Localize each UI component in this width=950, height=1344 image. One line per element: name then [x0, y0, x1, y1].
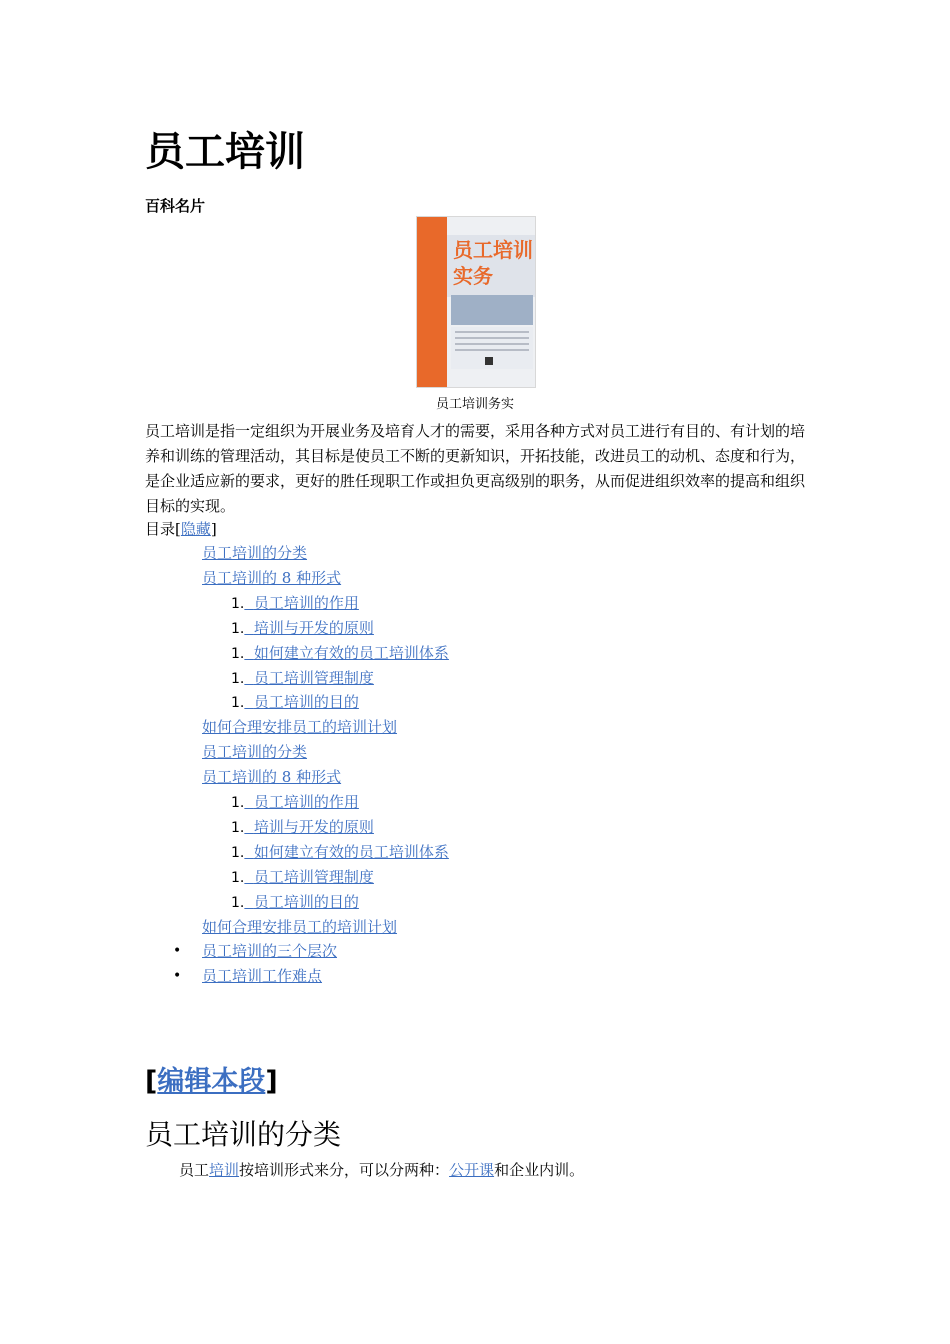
toc-link[interactable]: 员工培训的作用	[253, 793, 359, 811]
toc-link[interactable]: 员工培训的分类	[202, 544, 308, 562]
toc-item-number: 1.	[231, 819, 245, 836]
toc-item	[231, 841, 449, 864]
toc-item	[202, 716, 397, 738]
toc-item	[231, 592, 359, 615]
toc-link[interactable]: 员工培训管理制度	[253, 668, 374, 687]
toc-link[interactable]: 如何建立有效的员工培训体系	[253, 643, 449, 662]
toc-link[interactable]: 员工培训的分类	[202, 743, 308, 762]
cover-title-line1: 员工培训	[453, 238, 533, 262]
section-heading: 员工培训的分类	[145, 1118, 342, 1151]
toc-item	[231, 667, 374, 690]
toc-link-spacer[interactable]	[244, 868, 254, 886]
edit-bracket-open: [	[145, 1066, 158, 1097]
body-text-1: 员工	[179, 1161, 210, 1179]
toc-link[interactable]: 员工培训工作难点	[202, 967, 323, 986]
cover-text-lines	[455, 331, 529, 333]
toc-link[interactable]: 培训与开发的原则	[253, 618, 374, 637]
toc-link-spacer[interactable]	[244, 693, 254, 711]
toc-item-number: 1.	[231, 620, 245, 637]
page-title: 员工培训	[145, 129, 305, 175]
book-cover-image	[416, 216, 536, 388]
toc-item	[231, 617, 374, 640]
edit-section	[145, 1064, 278, 1100]
toc-link[interactable]: 员工培训的目的	[253, 892, 359, 911]
toc-item	[231, 691, 359, 714]
toc-item	[231, 891, 359, 914]
toc-item-number: 1.	[231, 595, 245, 612]
training-link[interactable]: 培训	[209, 1161, 240, 1179]
toc-item-number: 1.	[231, 645, 245, 662]
toc-item	[202, 741, 307, 763]
toc-item-number: 1.	[231, 670, 245, 687]
toc-link-spacer[interactable]	[244, 619, 254, 637]
toc-link[interactable]: 培训与开发的原则	[253, 817, 374, 836]
toc-item-number: 1.	[231, 795, 245, 811]
toc-link[interactable]: 员工培训管理制度	[253, 867, 374, 886]
toc-link-spacer[interactable]	[244, 893, 254, 911]
toc-item-number: 1.	[231, 695, 245, 712]
toc-label-text: 目录[	[145, 520, 181, 538]
toc-link[interactable]: 如何合理安排员工的培训计划	[202, 718, 398, 737]
toc-link[interactable]: 员工培训的三个层次	[202, 942, 338, 961]
toc-item	[202, 766, 341, 788]
toc-link[interactable]: 如何建立有效的员工培训体系	[253, 842, 449, 861]
toc-item	[202, 916, 397, 938]
toc-item	[231, 816, 374, 839]
public-course-link[interactable]: 公开课	[449, 1161, 495, 1179]
body-text-3: 和企业内训。	[494, 1161, 585, 1179]
toc-link-spacer[interactable]	[244, 644, 254, 662]
toc-link[interactable]: 如何合理安排员工的培训计划	[202, 917, 398, 936]
toc-link[interactable]: 员工培训的 8 种形式	[202, 768, 342, 787]
toc-link-spacer[interactable]	[244, 818, 254, 836]
toc-label	[145, 517, 217, 542]
image-caption: 员工培训务实	[435, 397, 514, 412]
toc-item	[173, 965, 323, 987]
cover-title-line2: 实务	[453, 264, 493, 288]
toc-link[interactable]: 员工培训的作用	[253, 593, 359, 612]
toc-item-number: 1.	[231, 844, 245, 861]
toc-label-close: ]	[210, 520, 217, 538]
toc-link[interactable]: 员工培训的 8 种形式	[202, 568, 342, 587]
body-text-2: 按培训形式来分，可以分两种：	[239, 1161, 450, 1179]
edit-section-link[interactable]: 编辑本段	[157, 1066, 266, 1097]
cover-title	[453, 237, 533, 289]
toc-item	[231, 866, 374, 889]
toc-item	[202, 542, 307, 564]
subtitle: 百科名片	[145, 197, 206, 215]
bullet-icon: •	[173, 943, 182, 960]
cover-photo-strip	[451, 295, 533, 325]
toc-link-spacer[interactable]	[244, 669, 254, 687]
cover-spine	[417, 217, 447, 387]
toc-item-number: 1.	[231, 869, 245, 886]
toc-item	[202, 567, 341, 589]
bullet-icon: •	[173, 968, 182, 985]
toc-item	[231, 791, 359, 814]
publisher-logo-icon	[485, 357, 493, 365]
toc-link-spacer[interactable]	[244, 793, 254, 811]
toc-link[interactable]: 员工培训的目的	[253, 693, 359, 712]
toc-hide-link[interactable]: 隐藏	[180, 520, 211, 538]
toc-item-number: 1.	[231, 894, 245, 911]
toc-item	[173, 940, 338, 962]
edit-bracket-close: ]	[265, 1066, 278, 1097]
toc-link-spacer[interactable]	[244, 843, 254, 861]
section-body	[179, 1158, 584, 1183]
toc-link-spacer[interactable]	[244, 594, 254, 612]
intro-paragraph: 员工培训是指一定组织为开展业务及培育人才的需要，采用各种方式对员工进行有目的、有计划的培养和训练的管理活动，其目标是使员工不断的更新知识，开拓技能，改进员工的动机、态度和行为，是企业适应新的要求，更好的胜任现职工作或担负更高级别的职务，从而促进组织效率的提高和组织目标的实现。	[145, 422, 806, 515]
toc-item	[231, 642, 449, 665]
